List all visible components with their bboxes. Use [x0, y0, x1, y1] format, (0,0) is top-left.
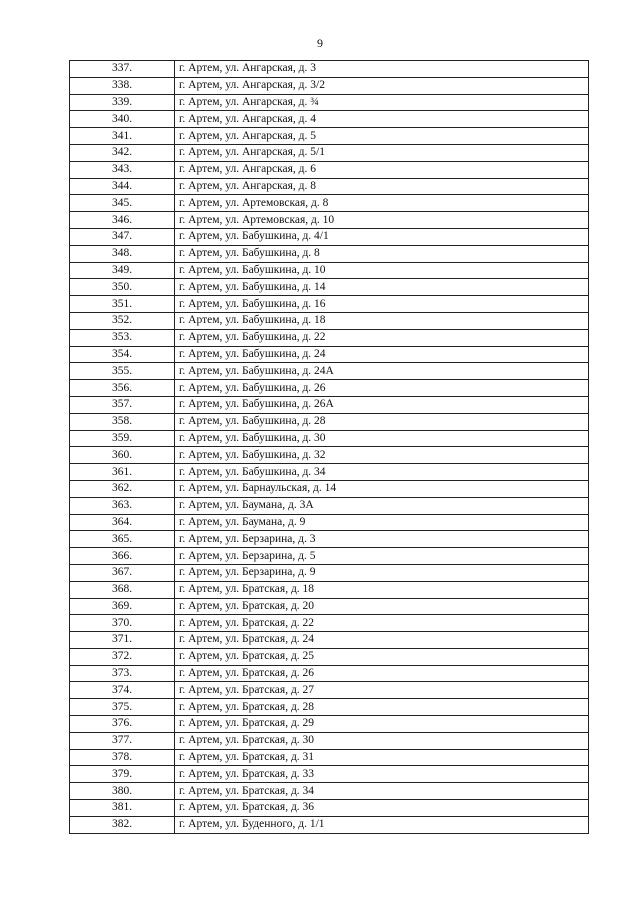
row-number-cell: 346.	[70, 212, 175, 229]
address-cell: г. Артем, ул. Ангарская, д. 5/1	[175, 144, 589, 161]
row-number-cell: 372.	[70, 648, 175, 665]
table-row	[70, 783, 589, 800]
table-row	[70, 447, 589, 464]
address-cell: г. Артем, ул. Бабушкина, д. 26	[175, 380, 589, 397]
page-number: 9	[317, 36, 323, 50]
table-row	[70, 564, 589, 581]
row-number-cell: 350.	[70, 279, 175, 296]
table-row	[70, 413, 589, 430]
address-cell: г. Артем, ул. Ангарская, д. 8	[175, 178, 589, 195]
address-cell: г. Артем, ул. Берзарина, д. 5	[175, 548, 589, 565]
table-row	[70, 312, 589, 329]
address-cell: г. Артем, ул. Берзарина, д. 9	[175, 564, 589, 581]
row-number-cell: 376.	[70, 716, 175, 733]
table-row	[70, 380, 589, 397]
address-cell: г. Артем, ул. Артемовская, д. 8	[175, 195, 589, 212]
row-number-cell: 382.	[70, 816, 175, 833]
table-row	[70, 195, 589, 212]
row-number-cell: 359.	[70, 430, 175, 447]
table-row	[70, 531, 589, 548]
table-row	[70, 716, 589, 733]
address-cell: г. Артем, ул. Баумана, д. 9	[175, 514, 589, 531]
row-number-cell: 351.	[70, 296, 175, 313]
address-cell: г. Артем, ул. Бабушкина, д. 22	[175, 329, 589, 346]
address-cell: г. Артем, ул. Братская, д. 25	[175, 648, 589, 665]
table-row	[70, 766, 589, 783]
table-row	[70, 648, 589, 665]
address-cell: г. Артем, ул. Братская, д. 30	[175, 732, 589, 749]
address-cell: г. Артем, ул. Артемовская, д. 10	[175, 212, 589, 229]
row-number-cell: 353.	[70, 329, 175, 346]
address-table	[69, 60, 589, 834]
table-row	[70, 61, 589, 78]
address-cell: г. Артем, ул. Бабушкина, д. 30	[175, 430, 589, 447]
row-number-cell: 355.	[70, 363, 175, 380]
address-table-body	[70, 61, 589, 834]
address-cell: г. Артем, ул. Бабушкина, д. 16	[175, 296, 589, 313]
address-cell: г. Артем, ул. Бабушкина, д. 24	[175, 346, 589, 363]
address-cell: г. Артем, ул. Бабушкина, д. 24А	[175, 363, 589, 380]
address-cell: г. Артем, ул. Братская, д. 20	[175, 598, 589, 615]
address-cell: г. Артем, ул. Братская, д. 36	[175, 800, 589, 817]
table-row	[70, 480, 589, 497]
table-row	[70, 212, 589, 229]
row-number-cell: 370.	[70, 615, 175, 632]
table-row	[70, 598, 589, 615]
table-row	[70, 581, 589, 598]
table-row	[70, 396, 589, 413]
table-row	[70, 665, 589, 682]
table-row	[70, 245, 589, 262]
row-number-cell: 379.	[70, 766, 175, 783]
address-cell: г. Артем, ул. Ангарская, д. ¾	[175, 94, 589, 111]
table-row	[70, 178, 589, 195]
table-row	[70, 615, 589, 632]
address-cell: г. Артем, ул. Бабушкина, д. 10	[175, 262, 589, 279]
row-number-cell: 367.	[70, 564, 175, 581]
row-number-cell: 343.	[70, 161, 175, 178]
row-number-cell: 358.	[70, 413, 175, 430]
table-row	[70, 816, 589, 833]
row-number-cell: 373.	[70, 665, 175, 682]
row-number-cell: 344.	[70, 178, 175, 195]
row-number-cell: 337.	[70, 61, 175, 78]
address-cell: г. Артем, ул. Баумана, д. 3А	[175, 497, 589, 514]
table-row	[70, 514, 589, 531]
address-cell: г. Артем, ул. Братская, д. 26	[175, 665, 589, 682]
row-number-cell: 364.	[70, 514, 175, 531]
address-cell: г. Артем, ул. Бабушкина, д. 4/1	[175, 228, 589, 245]
table-row	[70, 699, 589, 716]
row-number-cell: 356.	[70, 380, 175, 397]
address-cell: г. Артем, ул. Бабушкина, д. 32	[175, 447, 589, 464]
address-cell: г. Артем, ул. Бабушкина, д. 18	[175, 312, 589, 329]
row-number-cell: 347.	[70, 228, 175, 245]
address-cell: г. Артем, ул. Братская, д. 27	[175, 682, 589, 699]
row-number-cell: 348.	[70, 245, 175, 262]
table-row	[70, 111, 589, 128]
address-cell: г. Артем, ул. Братская, д. 34	[175, 783, 589, 800]
address-cell: г. Артем, ул. Бабушкина, д. 26А	[175, 396, 589, 413]
row-number-cell: 380.	[70, 783, 175, 800]
address-cell: г. Артем, ул. Бабушкина, д. 28	[175, 413, 589, 430]
row-number-cell: 377.	[70, 732, 175, 749]
row-number-cell: 363.	[70, 497, 175, 514]
table-row	[70, 363, 589, 380]
address-cell: г. Артем, ул. Бабушкина, д. 8	[175, 245, 589, 262]
address-cell: г. Артем, ул. Бабушкина, д. 34	[175, 464, 589, 481]
row-number-cell: 360.	[70, 447, 175, 464]
table-row	[70, 144, 589, 161]
row-number-cell: 374.	[70, 682, 175, 699]
table-row	[70, 161, 589, 178]
row-number-cell: 366.	[70, 548, 175, 565]
address-cell: г. Артем, ул. Барнаульская, д. 14	[175, 480, 589, 497]
address-cell: г. Артем, ул. Братская, д. 28	[175, 699, 589, 716]
table-row	[70, 749, 589, 766]
table-row	[70, 548, 589, 565]
table-row	[70, 464, 589, 481]
row-number-cell: 368.	[70, 581, 175, 598]
address-cell: г. Артем, ул. Братская, д. 18	[175, 581, 589, 598]
table-row	[70, 77, 589, 94]
address-cell: г. Артем, ул. Берзарина, д. 3	[175, 531, 589, 548]
row-number-cell: 342.	[70, 144, 175, 161]
row-number-cell: 365.	[70, 531, 175, 548]
table-row	[70, 128, 589, 145]
row-number-cell: 362.	[70, 480, 175, 497]
address-cell: г. Артем, ул. Братская, д. 22	[175, 615, 589, 632]
row-number-cell: 345.	[70, 195, 175, 212]
address-cell: г. Артем, ул. Братская, д. 24	[175, 632, 589, 649]
address-cell: г. Артем, ул. Ангарская, д. 6	[175, 161, 589, 178]
table-row	[70, 682, 589, 699]
address-cell: г. Артем, ул. Ангарская, д. 5	[175, 128, 589, 145]
address-cell: г. Артем, ул. Ангарская, д. 4	[175, 111, 589, 128]
row-number-cell: 369.	[70, 598, 175, 615]
address-cell: г. Артем, ул. Братская, д. 29	[175, 716, 589, 733]
table-row	[70, 497, 589, 514]
row-number-cell: 338.	[70, 77, 175, 94]
table-row	[70, 329, 589, 346]
table-row	[70, 346, 589, 363]
table-row	[70, 228, 589, 245]
table-row	[70, 632, 589, 649]
table-row	[70, 262, 589, 279]
address-cell: г. Артем, ул. Буденного, д. 1/1	[175, 816, 589, 833]
row-number-cell: 361.	[70, 464, 175, 481]
row-number-cell: 354.	[70, 346, 175, 363]
table-row	[70, 732, 589, 749]
address-cell: г. Артем, ул. Братская, д. 31	[175, 749, 589, 766]
address-cell: г. Артем, ул. Ангарская, д. 3	[175, 61, 589, 78]
table-row	[70, 800, 589, 817]
table-row	[70, 430, 589, 447]
row-number-cell: 340.	[70, 111, 175, 128]
row-number-cell: 339.	[70, 94, 175, 111]
table-row	[70, 94, 589, 111]
table-row	[70, 279, 589, 296]
row-number-cell: 341.	[70, 128, 175, 145]
row-number-cell: 375.	[70, 699, 175, 716]
table-row	[70, 296, 589, 313]
row-number-cell: 352.	[70, 312, 175, 329]
address-cell: г. Артем, ул. Бабушкина, д. 14	[175, 279, 589, 296]
row-number-cell: 357.	[70, 396, 175, 413]
row-number-cell: 381.	[70, 800, 175, 817]
row-number-cell: 371.	[70, 632, 175, 649]
row-number-cell: 378.	[70, 749, 175, 766]
address-cell: г. Артем, ул. Ангарская, д. 3/2	[175, 77, 589, 94]
address-cell: г. Артем, ул. Братская, д. 33	[175, 766, 589, 783]
row-number-cell: 349.	[70, 262, 175, 279]
